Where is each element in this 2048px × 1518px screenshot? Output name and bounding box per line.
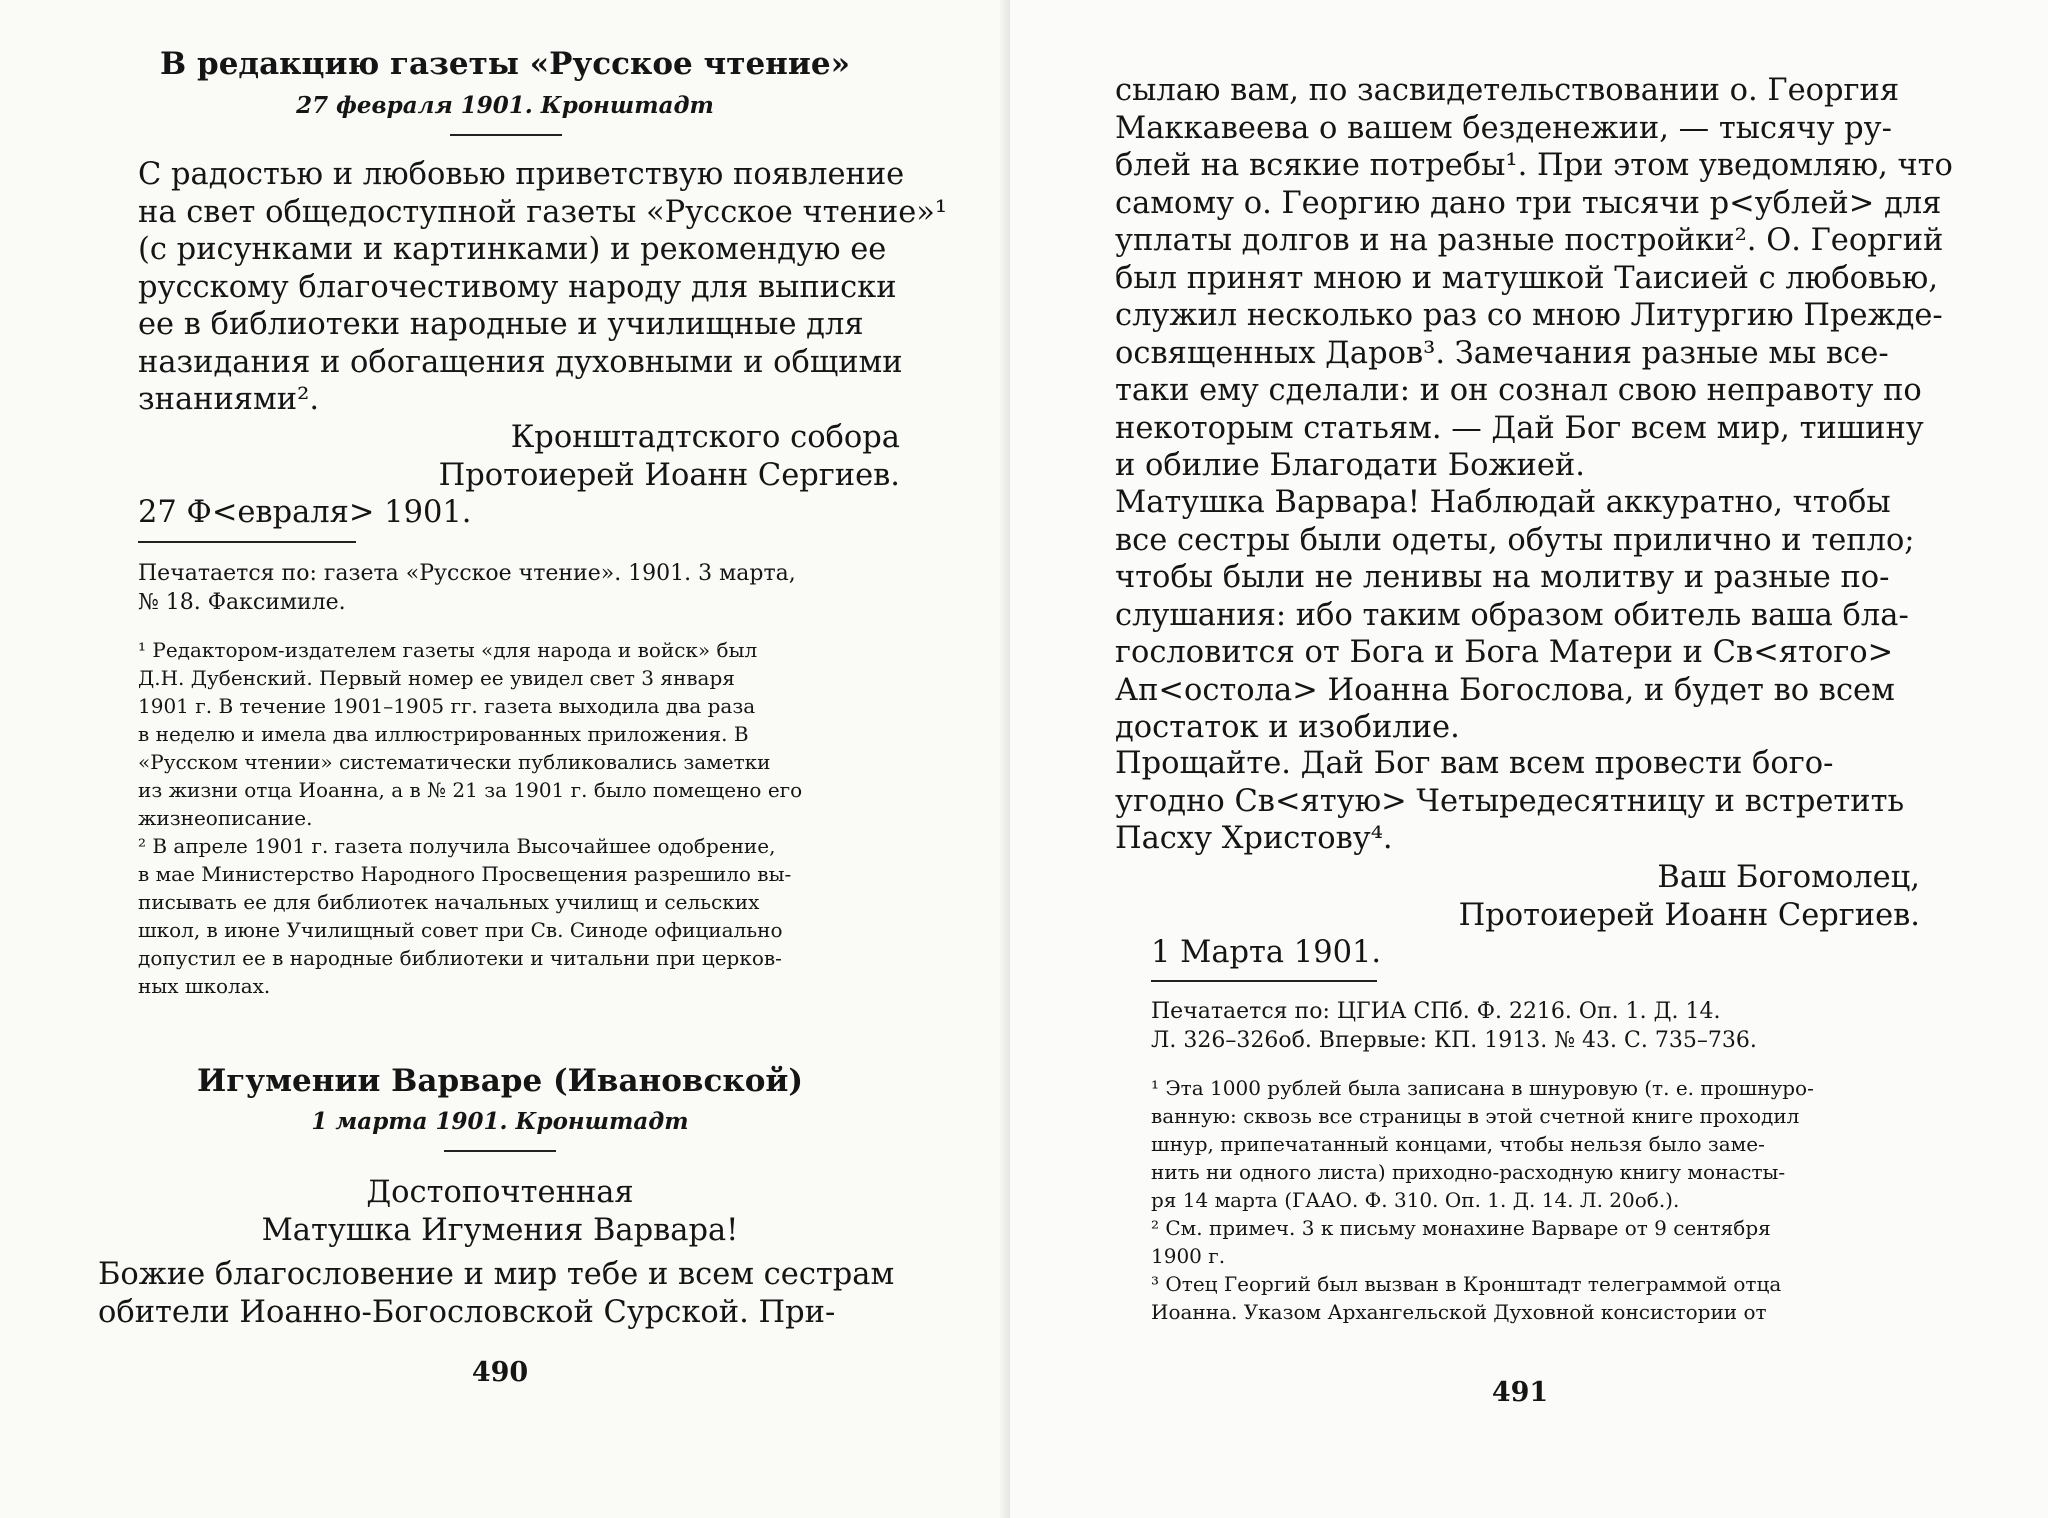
text-line: С радостью и любовью приветствую появление — [138, 157, 905, 192]
letter2-signature — [1430, 859, 1920, 934]
text-line: (с рисунками и картинками) и рекомендую ее — [138, 232, 887, 267]
footnote-line: школ, в июне Училищный совет при Св. Синоде официально — [138, 918, 783, 942]
footnote-line: писывать ее для библиотек начальных училищ и сельских — [138, 890, 760, 914]
page-number-left: 490 — [471, 1357, 529, 1388]
text-line: угодно Св<ятую> Четыредесятницу и встретить — [1115, 783, 1905, 819]
text-line: Прощайте. Дай Бог вам всем провести бого- — [1115, 746, 1834, 781]
source-line: Печатается по: газета «Русское чтение». 1901. 3 марта, — [138, 561, 796, 586]
letter2-title: Игумении Варваре (Ивановской) — [196, 1063, 804, 1099]
text-line: ее в библиотеки народные и училищные для — [138, 307, 864, 342]
signature-line: Протоиерей Иоанн Сергиев. — [438, 457, 900, 493]
footnote-line: ванную: сквозь все страницы в этой счетной книге проходил — [1151, 1104, 1800, 1128]
text-line: на свет общедоступной газеты «Русское чтение»¹ — [138, 194, 948, 230]
footnote-line: ря 14 марта (ГААО. Ф. 310. Оп. 1. Д. 14. Л. 20об.). — [1151, 1188, 1680, 1212]
text-line: был принят мною и матушкой Таисией с любовью, — [1115, 260, 1939, 296]
text-line: самому о. Георгию дано три тысячи р<ублей> для — [1115, 185, 1942, 221]
letter1-body — [138, 156, 947, 419]
text-line: Ап<остола> Иоанна Богослова, и будет во всем — [1115, 672, 1895, 708]
footnote-line: ² В апреле 1901 г. газета получила Высочайшее одобрение, — [138, 834, 776, 858]
footnote-line: нить ни одного листа) приходно-расходную книгу монасты- — [1151, 1160, 1786, 1184]
text-line: служил несколько раз со мною Литургию Прежде- — [1115, 298, 1943, 333]
footnote-line: из жизни отца Иоанна, а в № 21 за 1901 г. было помещено его — [138, 778, 803, 802]
text-line: некоторым статьям. — Дай Бог всем мир, тишину — [1115, 410, 1924, 446]
notes-rule-right — [1151, 980, 1377, 982]
salutation-line: Достопочтенная — [366, 1175, 634, 1210]
letter2-body-continued — [1115, 72, 1953, 485]
letter2-body-start — [98, 1256, 894, 1331]
source-line: № 18. Факсимиле. — [138, 589, 346, 615]
footnote-line: ных школах. — [138, 974, 271, 998]
title2-rule — [444, 1150, 556, 1152]
footnote-line: жизнеописание. — [138, 806, 313, 830]
text-line: русскому благочестивому народу для выписки — [138, 269, 897, 305]
letter1-footnotes — [138, 636, 802, 1000]
letter1-source — [138, 560, 796, 617]
text-line: Маккавеева о вашем безденежии, — тысячу ру- — [1115, 110, 1892, 146]
footnote-line: допустил ее в народные библиотеки и читальни при церков- — [138, 946, 782, 970]
text-line: чтобы были не ленивы на молитву и разные по- — [1115, 560, 1890, 595]
letter2-date: 1 Марта 1901. — [1151, 935, 1382, 970]
footnote-line: Иоанна. Указом Архангельской Духовной консистории от — [1151, 1300, 1767, 1324]
right-page — [1010, 0, 2048, 1518]
letter2-source — [1151, 998, 1757, 1055]
footnote-line: ¹ Редактором-издателем газеты «для народа и войск» был — [138, 638, 758, 662]
footnote-line: ³ Отец Георгий был вызван в Кронштадт телеграммой отца — [1151, 1272, 1782, 1296]
letter2-paragraph-2 — [1115, 484, 1915, 747]
footnote-line: ² См. примеч. 3 к письму монахине Варваре от 9 сентября — [1151, 1216, 1771, 1240]
footnote-line: в неделю и имела два иллюстрированных приложения. В — [138, 722, 749, 746]
footnote-line: 1901 г. В течение 1901–1905 гг. газета выходила два раза — [138, 694, 756, 718]
text-line: уплаты долгов и на разные постройки². О. Георгий — [1115, 223, 1944, 258]
footnote-line: ¹ Эта 1000 рублей была записана в шнуровую (т. е. прошнуро- — [1151, 1076, 1814, 1100]
notes-rule — [138, 541, 356, 543]
source-line: Л. 326–326об. Впервые: КП. 1913. № 43. С. 735–736. — [1151, 1027, 1757, 1053]
text-line: достаток и изобилие. — [1115, 710, 1460, 745]
text-line: знаниями². — [138, 382, 320, 417]
source-line: Печатается по: ЦГИА СПб. Ф. 2216. Оп. 1. Д. 14. — [1151, 999, 1721, 1024]
text-line: слушания: ибо таким образом обитель ваша бла- — [1115, 597, 1909, 633]
text-line: таки ему сделали: и он сознал свою неправоту по — [1115, 373, 1922, 408]
text-line: сылаю вам, по засвидетельствовании о. Георгия — [1115, 73, 1900, 108]
left-page — [0, 0, 1010, 1518]
text-line: Божие благословение и мир тебе и всем сестрам — [98, 1257, 895, 1292]
footnote-line: «Русском чтении» систематически публиковались заметки — [138, 750, 771, 774]
footnote-line: Д.Н. Дубенский. Первый номер ее увидел свет 3 января — [138, 666, 735, 690]
title-rule — [450, 134, 562, 136]
letter2-salutation — [0, 1174, 1000, 1249]
footnote-line: в мае Министерство Народного Просвещения разрешило вы- — [138, 862, 792, 886]
footnote-line: шнур, припечатанный концами, чтобы нельзя было заме- — [1151, 1132, 1765, 1156]
text-line: блей на всякие потребы¹. При этом уведомляю, что — [1115, 148, 1953, 183]
salutation-line: Матушка Игумения Варвара! — [261, 1212, 739, 1248]
text-line: гословится от Бога и Бога Матери и Св<ятого> — [1115, 635, 1894, 670]
signature-line: Кронштадтского собора — [510, 420, 900, 455]
letter2-paragraph-3 — [1115, 745, 1904, 858]
letter2-footnotes — [1151, 1074, 1814, 1326]
signature-line: Ваш Богомолец, — [1657, 860, 1920, 895]
footnote-line: 1900 г. — [1151, 1244, 1226, 1268]
letter1-date: 27 Ф<евраля> 1901. — [138, 495, 472, 530]
signature-line: Протоиерей Иоанн Сергиев. — [1458, 897, 1920, 933]
letter2-dateline: 1 марта 1901. Кронштадт — [311, 1108, 689, 1135]
text-line: назидания и обогащения духовными и общими — [138, 344, 903, 380]
text-line: Пасху Христову⁴. — [1115, 821, 1393, 856]
letter1-dateline: 27 февраля 1901. Кронштадт — [296, 92, 714, 119]
letter1-signature — [420, 419, 900, 494]
text-line: Матушка Варвара! Наблюдай аккуратно, чтобы — [1115, 485, 1891, 520]
text-line: обители Иоанно-Богословской Сурской. При- — [98, 1294, 836, 1330]
page-number-right: 491 — [1491, 1377, 1549, 1408]
letter1-title: В редакцию газеты «Русское чтение» — [160, 46, 850, 82]
text-line: все сестры были одеты, обуты прилично и тепло; — [1115, 522, 1915, 558]
text-line: освященных Даров³. Замечания разные мы все- — [1115, 335, 1889, 371]
text-line: и обилие Благодати Божией. — [1115, 448, 1585, 483]
